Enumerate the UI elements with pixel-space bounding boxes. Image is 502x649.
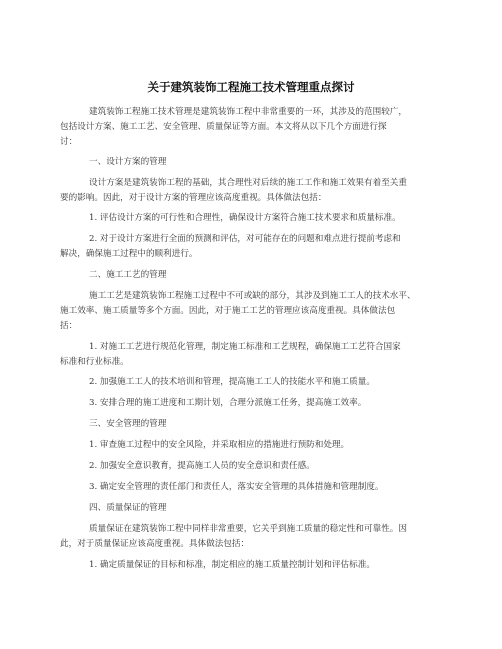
list-item: 1. 审查施工过程中的安全风险，并采取相应的措施进行预防和处理。 <box>89 440 350 450</box>
list-item: 1. 评估设计方案的可行性和合理性，确保设计方案符合施工技术要求和质量标准。 <box>89 213 401 223</box>
section-heading: 一、设计方案的管理 <box>89 157 167 167</box>
section-heading: 四、质量保证的管理 <box>89 503 167 513</box>
list-item: 2. 加强安全意识教育，提高施工人员的安全意识和责任感。 <box>89 461 315 471</box>
section-heading: 二、施工工艺的管理 <box>89 270 167 280</box>
list-item: 2. 加强施工工人的技术培训和管理，提高施工工人的技能水平和施工质量。 <box>89 377 375 387</box>
paragraph-line: 包括设计方案、施工工艺、安全管理、质量保证等方面。本文将从以下几个方面进行探 <box>60 122 387 132</box>
paragraph-line: 解决，确保施工过程中的顺利进行。 <box>60 249 198 259</box>
list-item: 3. 安排合理的施工进度和工期计划，合理分派施工任务，提高施工效率。 <box>89 398 367 408</box>
paragraph-line: 建筑装饰工程施工技术管理是建筑装饰工程中非常重要的一环，其涉及的范围较广， <box>89 107 407 117</box>
document-title: 关于建筑装饰工程施工技术管理重点探讨 <box>147 80 355 94</box>
section-heading: 三、安全管理的管理 <box>89 419 167 429</box>
list-item: 1. 对施工工艺进行规范化管理，制定施工标准和工艺规程，确保施工工艺符合国家 <box>89 342 401 352</box>
paragraph-line: 设计方案是建筑装饰工程的基础，其合理性对后续的施工工作和施工效果有着至关重 <box>89 178 407 188</box>
list-item: 3. 确定安全管理的责任部门和责任人，落实安全管理的具体措施和管理制度。 <box>89 482 384 492</box>
paragraph-line: 施工工艺是建筑装饰工程施工过程中不可或缺的部分，其涉及到施工工人的技术水平、 <box>89 291 416 301</box>
paragraph-line: 标准和行业标准。 <box>60 357 129 367</box>
paragraph-line: 要的影响。因此，对于设计方案的管理应该高度重视。具体做法包括： <box>60 193 327 203</box>
list-item: 1. 确定质量保证的目标和标准，制定相应的施工质量控制计划和评估标准。 <box>89 560 375 570</box>
paragraph-line: 施工效率、施工质量等多个方面。因此，对于施工工艺的管理应该高度重视。具体做法包 <box>60 306 396 316</box>
list-item: 2. 对于设计方案进行全面的预测和评估，对可能存在的问题和难点进行提前考虑和 <box>89 234 401 244</box>
paragraph-line: 括： <box>60 321 78 331</box>
paragraph-line: 质量保证在建筑装饰工程中同样非常重要，它关乎到施工质量的稳定性和可靠性。因 <box>89 524 407 534</box>
paragraph-line: 此，对于质量保证应该高度重视。具体做法包括： <box>60 539 250 549</box>
paragraph-line: 讨： <box>60 137 78 147</box>
